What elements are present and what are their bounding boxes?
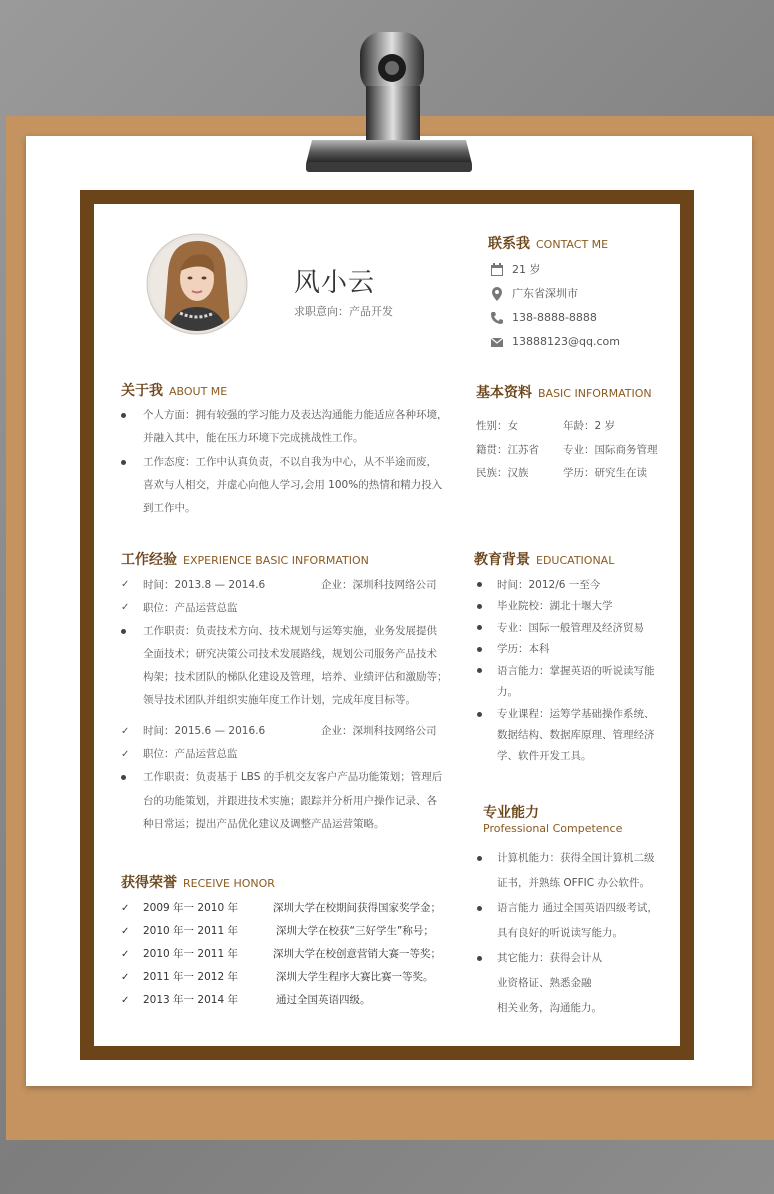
check-icon: ✓ bbox=[121, 726, 130, 737]
job-duty: 领导技术团队并组织实施年度工作计划，完成年度目标等。 bbox=[143, 694, 416, 706]
bullet bbox=[477, 712, 482, 717]
location-pin-icon bbox=[490, 287, 504, 301]
basic-age: 年龄：2 岁 bbox=[563, 420, 616, 432]
about-line: 工作态度：工作中认真负责，不以自我为中心，从不半途而废， bbox=[143, 456, 437, 468]
check-icon: ✓ bbox=[121, 995, 130, 1006]
basic-gender: 性别：女 bbox=[476, 420, 518, 432]
education-item: 专业：国际一般管理及经济贸易 bbox=[497, 622, 644, 634]
contact-phone: 138-8888-8888 bbox=[490, 310, 597, 326]
calendar-icon bbox=[490, 263, 504, 277]
honor-text: 通过全国英语四级。 bbox=[276, 994, 371, 1006]
job-duty: 构架；技术团队的梯队化建设及管理，培养、业绩评估和激励等； bbox=[143, 671, 448, 683]
bullet bbox=[477, 956, 482, 961]
job-duty: 台的功能策划，并跟进技术实施；跟踪并分析用户操作记录、各 bbox=[143, 795, 437, 807]
education-item: 力。 bbox=[497, 686, 518, 698]
about-title: 关于我 ABOUT ME bbox=[121, 383, 228, 399]
honor-year: 2011 年一 2012 年 bbox=[143, 971, 238, 983]
bullet bbox=[477, 668, 482, 673]
skill-item: 具有良好的听说读写能力。 bbox=[497, 927, 623, 939]
bullet bbox=[477, 582, 482, 587]
check-icon: ✓ bbox=[121, 926, 130, 937]
education-item: 数据结构、数据库原理、管理经济 bbox=[497, 729, 655, 741]
mail-icon bbox=[490, 335, 504, 349]
job-duty: 全面技术；研究决策公司技术发展路线，规划公司服务产品技术 bbox=[143, 648, 437, 660]
basic-ethnicity: 民族：汉族 bbox=[476, 467, 529, 479]
honor-year: 2010 年一 2011 年 bbox=[143, 925, 238, 937]
education-item: 学、软件开发工具。 bbox=[497, 750, 592, 762]
education-title: 教育背景 EDUCATIONAL bbox=[474, 552, 615, 568]
contact-email: 13888123@qq.com bbox=[490, 334, 620, 350]
skill-item: 其它能力：获得会计从 bbox=[497, 952, 602, 964]
contact-location: 广东省深圳市 bbox=[490, 286, 578, 302]
bullet bbox=[477, 856, 482, 861]
basic-origin: 籍贯：江苏省 bbox=[476, 444, 539, 456]
about-line: 喜欢与人相交，并虚心向他人学习,会用 100%的热情和精力投入 bbox=[143, 479, 443, 491]
check-icon: ✓ bbox=[121, 579, 130, 590]
skill-item: 业资格证、熟悉金融 bbox=[497, 977, 592, 989]
honor-text: 深圳大学在校创意营销大赛一等奖； bbox=[273, 948, 441, 960]
education-item: 语言能力：掌握英语的听说读写能 bbox=[497, 665, 655, 677]
contact-title: 联系我 CONTACT ME bbox=[488, 236, 609, 252]
binder-clip-icon bbox=[302, 28, 476, 178]
honor-text: 深圳大学生程序大赛比赛一等奖。 bbox=[276, 971, 434, 983]
education-item: 学历：本科 bbox=[497, 643, 550, 655]
bullet bbox=[477, 604, 482, 609]
bullet bbox=[477, 625, 482, 630]
avatar bbox=[146, 233, 248, 335]
bullet bbox=[477, 906, 482, 911]
skill-item: 语言能力 通过全国英语四级考试， bbox=[497, 902, 658, 914]
contact-age: 21 岁 bbox=[490, 262, 541, 278]
check-icon: ✓ bbox=[121, 903, 130, 914]
honor-text: 深圳大学在校获“三好学生”称号； bbox=[276, 925, 434, 937]
honor-year: 2009 年一 2010 年 bbox=[143, 902, 238, 914]
job-time: 时间：2015.6 — 2016.6 bbox=[143, 725, 266, 737]
job-objective: 求职意向：产品开发 bbox=[294, 305, 393, 318]
about-line: 个人方面：拥有较强的学习能力及表达沟通能力能适应各种环境， bbox=[143, 409, 448, 421]
basic-degree: 学历：研究生在读 bbox=[563, 467, 647, 479]
candidate-name: 风小云 bbox=[294, 268, 376, 298]
phone-icon bbox=[490, 311, 504, 325]
bullet bbox=[121, 460, 126, 465]
honor-year: 2013 年一 2014 年 bbox=[143, 994, 238, 1006]
bullet bbox=[121, 629, 126, 634]
job-duty: 工作职责：负责基于 LBS 的手机交友客户产品功能策划；管理后 bbox=[143, 771, 443, 783]
basic-info-title: 基本资料 BASIC INFORMATION bbox=[476, 385, 652, 401]
job-position: 职位：产品运营总监 bbox=[143, 602, 238, 614]
job-company: 企业：深圳科技网络公司 bbox=[321, 579, 437, 591]
bullet bbox=[121, 413, 126, 418]
check-icon: ✓ bbox=[121, 749, 130, 760]
job-position: 职位：产品运营总监 bbox=[143, 748, 238, 760]
job-duty: 种日常运；提出产品优化建议及调整产品运营策略。 bbox=[143, 818, 385, 830]
check-icon: ✓ bbox=[121, 949, 130, 960]
education-item: 时间：2012/6 一至今 bbox=[497, 579, 601, 591]
honor-year: 2010 年一 2011 年 bbox=[143, 948, 238, 960]
skill-item: 证书，并熟练 OFFIC 办公软件。 bbox=[497, 877, 650, 889]
about-line: 到工作中。 bbox=[143, 502, 196, 514]
honors-title: 获得荣誉 RECEIVE HONOR bbox=[121, 875, 275, 891]
experience-title: 工作经验 EXPERIENCE BASIC INFORMATION bbox=[121, 552, 369, 568]
education-item: 专业课程：运筹学基础操作系统、 bbox=[497, 708, 655, 720]
bullet bbox=[477, 647, 482, 652]
skills-subtitle: Professional Competence bbox=[483, 822, 623, 835]
bullet bbox=[121, 775, 126, 780]
job-time: 时间：2013.8 — 2014.6 bbox=[143, 579, 266, 591]
check-icon: ✓ bbox=[121, 972, 130, 983]
skill-item: 相关业务，沟通能力。 bbox=[497, 1002, 602, 1014]
check-icon: ✓ bbox=[121, 602, 130, 613]
skills-title: 专业能力 bbox=[483, 805, 539, 821]
job-duty: 工作职责：负责技术方向、技术规划与运筹实施，业务发展提供 bbox=[143, 625, 437, 637]
job-company: 企业：深圳科技网络公司 bbox=[321, 725, 437, 737]
education-item: 毕业院校：湖北十堰大学 bbox=[497, 600, 613, 612]
skill-item: 计算机能力：获得全国计算机二级 bbox=[497, 852, 655, 864]
honor-text: 深圳大学在校期间获得国家奖学金； bbox=[273, 902, 441, 914]
about-line: 并融入其中，能在压力环境下完成挑战性工作。 bbox=[143, 432, 364, 444]
basic-major: 专业：国际商务管理 bbox=[563, 444, 658, 456]
